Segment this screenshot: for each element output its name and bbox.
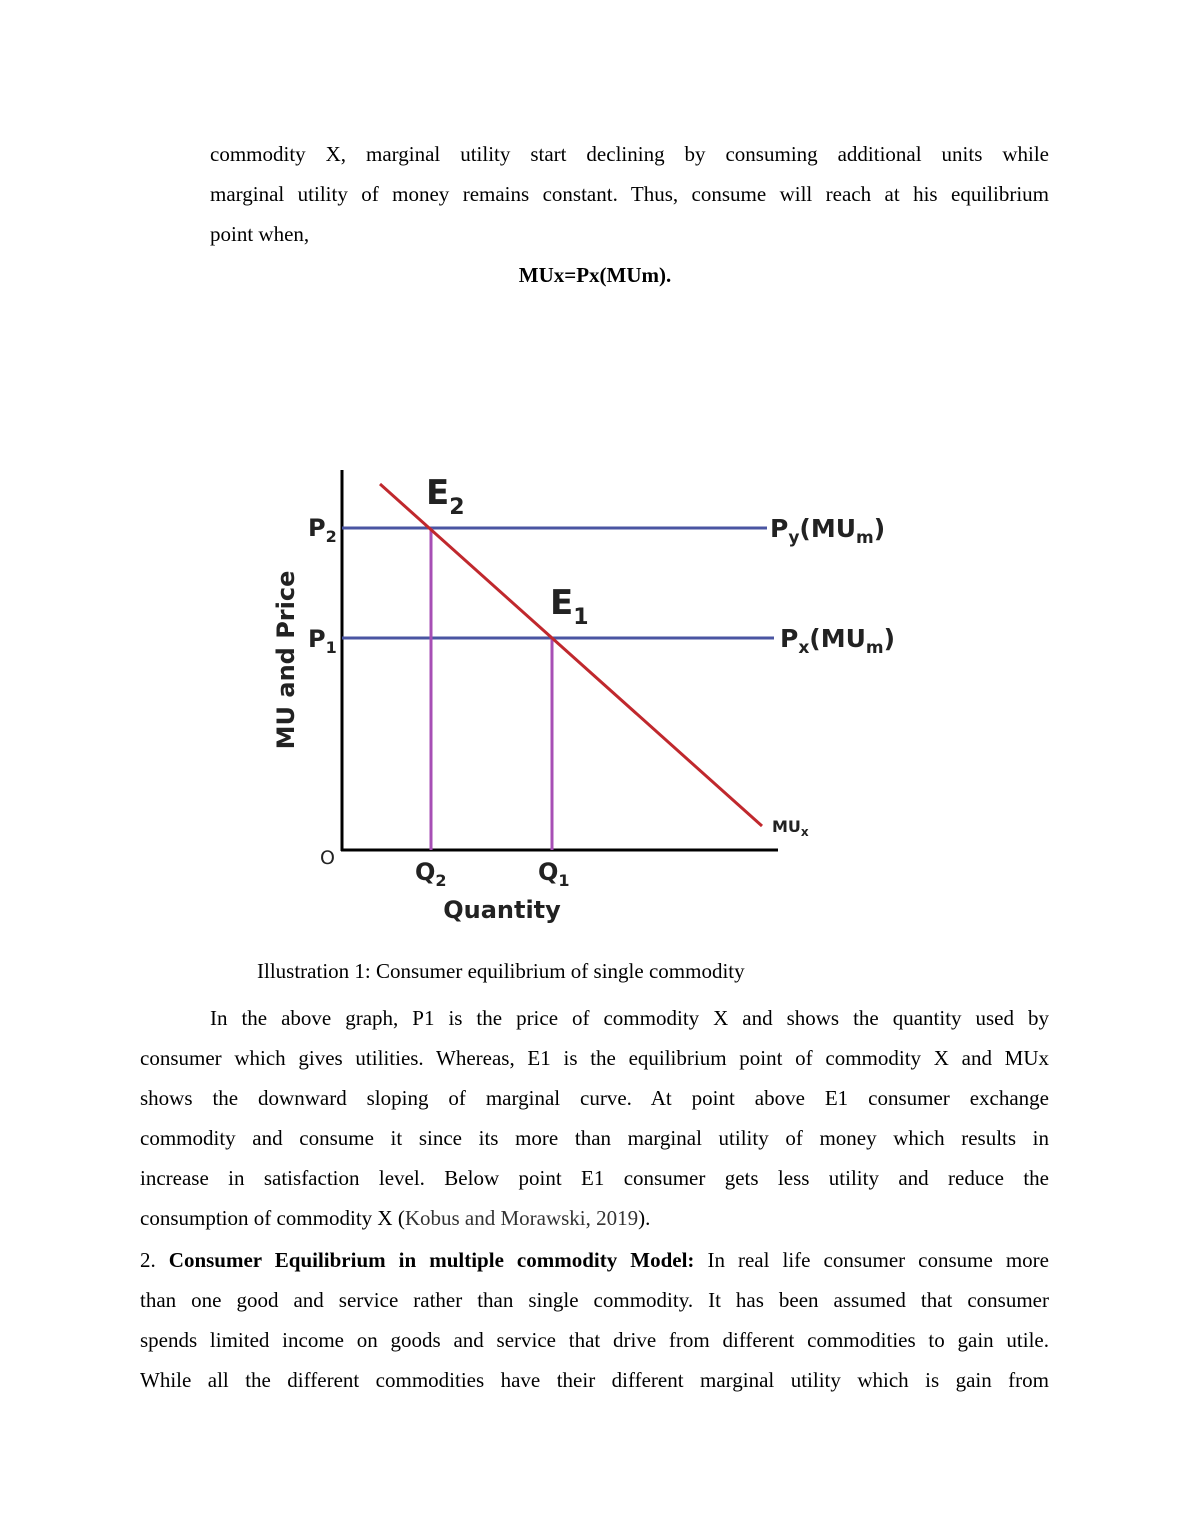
citation: Kobus and Morawski, 2019 <box>404 1206 639 1230</box>
p1-label: $P_1$ <box>308 625 337 657</box>
intro-line-3: point when, <box>210 222 310 246</box>
body-line-6-prefix: consumption of commodity X ( <box>140 1206 405 1230</box>
multiple-commodity-paragraph <box>140 1240 1049 1400</box>
origin-label: O <box>320 847 335 869</box>
section-heading: Consumer Equilibrium in multiple commodity Model: <box>168 1248 695 1272</box>
figure-svg <box>262 460 942 940</box>
next-line-3: spends limited income on goods and service that drive from different commodities to gain utile. <box>140 1328 1049 1352</box>
e2-label: $E_2$ <box>426 473 465 520</box>
q1-label: $Q_1$ <box>538 858 570 890</box>
body-line-3: shows the downward sloping of marginal curve. At point above E1 consumer exchange <box>140 1086 1049 1110</box>
body-line-6 <box>140 1198 1049 1238</box>
next-line-1-rest: In real life consumer consume more <box>707 1248 1049 1272</box>
py-line-label: $P_y(MU_m)$ <box>770 514 886 548</box>
next-line-2: than one good and service rather than single commodity. It has been assumed that consumer <box>140 1288 1049 1312</box>
intro-line-2: marginal utility of money remains constant. Thus, consume will reach at his equilibrium <box>210 182 1049 206</box>
body-line-1: In the above graph, P1 is the price of commodity X and shows the quantity used by <box>210 1006 1049 1030</box>
figure-caption: Illustration 1: Consumer equilibrium of single commodity <box>257 959 745 983</box>
y-axis-label: MU and Price <box>272 570 300 750</box>
next-line-4: While all the different commodities have their different marginal utility which is gain from <box>140 1368 1049 1392</box>
q2-label: $Q_2$ <box>415 858 447 890</box>
intro-line-1: commodity X, marginal utility start declining by consuming additional units while <box>210 142 1049 166</box>
px-line-label: $P_x(MU_m)$ <box>780 624 896 658</box>
x-axis-label: Quantity <box>443 896 561 924</box>
equilibrium-formula: MUx=Px(MUm). <box>518 263 672 287</box>
section-number: 2. <box>140 1248 156 1272</box>
body-paragraph <box>140 998 1049 1238</box>
body-line-6-suffix: ). <box>638 1206 651 1230</box>
mu-x-label: $MU_x$ <box>772 817 809 839</box>
e1-label: $E_1$ <box>550 583 589 630</box>
body-line-4: commodity and consume it since its more than marginal utility of money which results in <box>140 1126 1049 1150</box>
intro-paragraph <box>210 134 1049 254</box>
mu-x-curve <box>380 484 762 826</box>
body-line-2: consumer which gives utilities. Whereas, E1 is the equilibrium point of commodity X and MUx <box>140 1046 1049 1070</box>
body-line-5: increase in satisfaction level. Below point E1 consumer gets less utility and reduce the <box>140 1166 1049 1190</box>
consumer-equilibrium-figure <box>262 460 942 940</box>
next-line-1 <box>140 1240 1049 1280</box>
p2-label: $P_2$ <box>308 514 337 546</box>
